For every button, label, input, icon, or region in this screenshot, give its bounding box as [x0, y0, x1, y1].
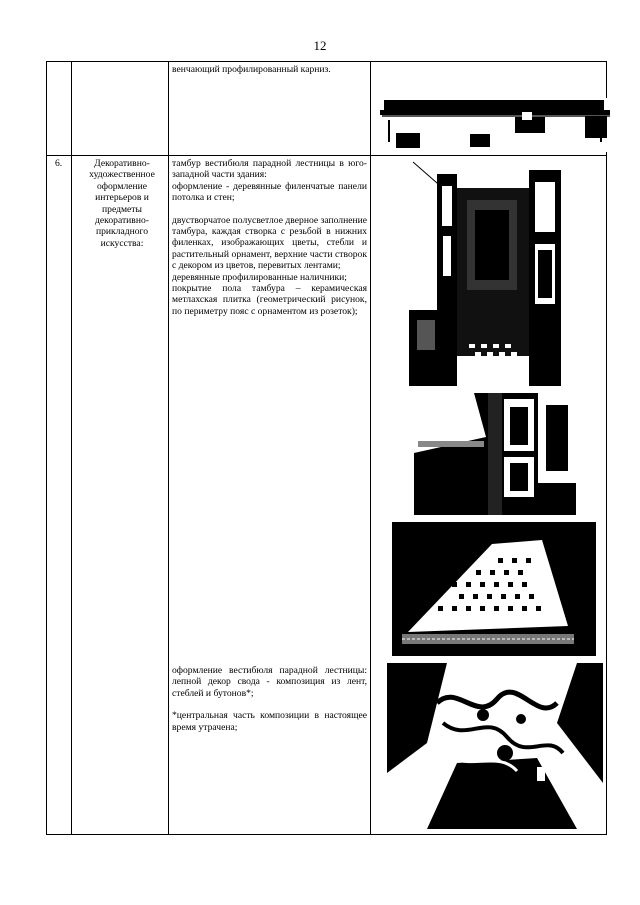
description-line: деревянные профилированные наличники;	[172, 271, 347, 283]
description-line: покрытие пола тамбура – керамическая метлахская плитка (геометрический рисунок, по периметру пояс с орнаментом из розеток);	[172, 283, 367, 317]
row-2-description-block-1	[172, 158, 367, 317]
row-category: Декоративно-художественное оформление интерьеров и предметы декоративно-прикладного искусства:	[89, 158, 155, 249]
description-line: венчающий профилированный карниз.	[172, 64, 331, 75]
document-table	[46, 61, 607, 835]
page-number: 12	[313, 38, 327, 53]
cornice-photo	[380, 98, 611, 152]
row-number: 6.	[55, 158, 63, 169]
table-row-divider	[47, 155, 606, 156]
description-line: *центральная часть композиции в настоящее время утрачена;	[172, 710, 367, 733]
description-line: двустворчатое полусветлое дверное заполнение тамбура, каждая створка с резьбой в нижних филенках, изображающих цветы, стебли и растительный орнамент, верхние части створок с декором из цветов, перевитых лентами;	[172, 214, 367, 272]
description-line: оформление вестибюля парадной лестницы: лепной декор свода - композиция из лент, стеблей и бутонов*;	[172, 665, 367, 699]
door-detail-photo	[414, 393, 576, 515]
row-1-description	[172, 64, 367, 75]
table-column-divider	[168, 62, 169, 834]
description-line: оформление - деревянные филенчатые панели потолка и стен;	[172, 180, 367, 204]
table-column-divider	[71, 62, 72, 834]
table-column-divider	[370, 62, 371, 834]
row-2-description-block-2	[172, 665, 367, 733]
vault-stucco-photo	[387, 663, 603, 829]
floor-tile-photo	[392, 522, 596, 656]
description-line: тамбур вестибюля парадной лестницы в юго-западной части здания:	[172, 158, 367, 181]
vestibule-doors-photo	[409, 160, 567, 386]
